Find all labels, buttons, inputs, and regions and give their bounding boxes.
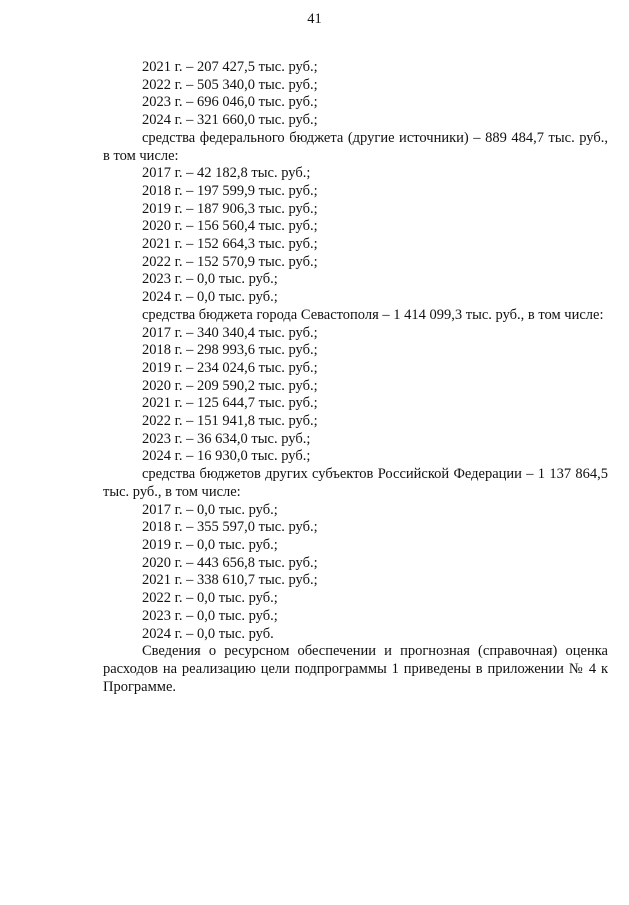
list-item: 2022 г. – 151 941,8 тыс. руб.;	[142, 413, 318, 430]
list-prior-years	[103, 59, 608, 130]
list-item: 2017 г. – 0,0 тыс. руб.;	[142, 501, 278, 518]
list-federal-budget	[103, 165, 608, 307]
list-item: 2024 г. – 321 660,0 тыс. руб.;	[142, 112, 318, 129]
list-item: 2017 г. – 340 340,4 тыс. руб.;	[142, 324, 318, 341]
list-item: 2023 г. – 0,0 тыс. руб.;	[142, 271, 278, 288]
list-item: 2024 г. – 16 930,0 тыс. руб.;	[142, 448, 311, 465]
list-sevastopol-budget	[103, 325, 608, 467]
list-item: 2023 г. – 696 046,0 тыс. руб.;	[142, 94, 318, 111]
list-other-regions-budget	[103, 502, 608, 644]
document-body	[103, 59, 608, 696]
list-item: 2020 г. – 209 590,2 тыс. руб.;	[142, 377, 318, 394]
list-item: 2022 г. – 152 570,9 тыс. руб.;	[142, 253, 318, 270]
list-item: 2020 г. – 443 656,8 тыс. руб.;	[142, 554, 318, 571]
list-item: 2024 г. – 0,0 тыс. руб.;	[142, 289, 278, 306]
list-item: 2018 г. – 197 599,9 тыс. руб.;	[142, 182, 318, 199]
sevastopol-budget-paragraph: средства бюджета города Севастополя – 1 414 099,3 тыс. руб., в том числе:	[142, 306, 604, 323]
page-number: 41	[307, 11, 322, 27]
list-item: 2021 г. – 338 610,7 тыс. руб.;	[142, 572, 318, 589]
list-item: 2023 г. – 0,0 тыс. руб.;	[142, 607, 278, 624]
list-item: 2019 г. – 0,0 тыс. руб.;	[142, 536, 278, 553]
list-item: 2024 г. – 0,0 тыс. руб.	[142, 625, 274, 642]
closing-paragraph: Сведения о ресурсном обеспечении и прогнозная (справочная) оценка расходов на реализацию цели подпрограммы 1 приведены в приложении № 4 к Программе.	[103, 643, 608, 695]
other-regions-budget-paragraph: средства бюджетов других субъектов Российской Федерации – 1 137 864,5 тыс. руб., в том числе:	[103, 466, 608, 500]
list-item: 2019 г. – 187 906,3 тыс. руб.;	[142, 200, 318, 217]
list-item: 2017 г. – 42 182,8 тыс. руб.;	[142, 165, 311, 182]
list-item: 2018 г. – 355 597,0 тыс. руб.;	[142, 519, 318, 536]
federal-budget-paragraph: средства федерального бюджета (другие источники) – 889 484,7 тыс. руб., в том числе:	[103, 129, 608, 164]
list-item: 2018 г. – 298 993,6 тыс. руб.;	[142, 342, 318, 359]
list-item: 2022 г. – 505 340,0 тыс. руб.;	[142, 76, 318, 93]
list-item: 2023 г. – 36 634,0 тыс. руб.;	[142, 430, 311, 447]
list-item: 2021 г. – 207 427,5 тыс. руб.;	[142, 59, 318, 75]
list-item: 2021 г. – 152 664,3 тыс. руб.;	[142, 236, 318, 253]
list-item: 2020 г. – 156 560,4 тыс. руб.;	[142, 218, 318, 235]
list-item: 2022 г. – 0,0 тыс. руб.;	[142, 590, 278, 607]
list-item: 2019 г. – 234 024,6 тыс. руб.;	[142, 359, 318, 376]
list-item: 2021 г. – 125 644,7 тыс. руб.;	[142, 395, 318, 412]
